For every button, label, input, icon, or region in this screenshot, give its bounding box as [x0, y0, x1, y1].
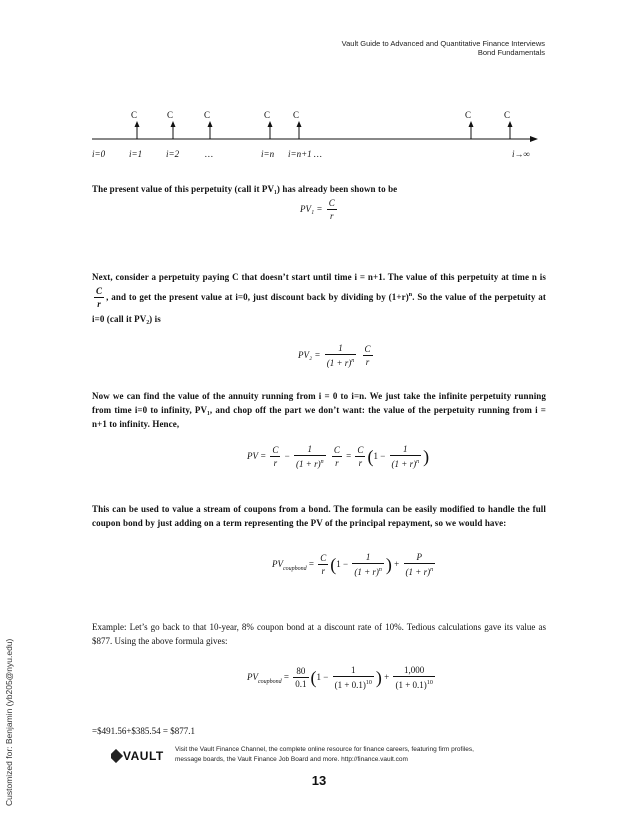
- fraction-denominator: (1 + r): [326, 358, 352, 368]
- fraction-numerator: 80: [293, 665, 308, 678]
- timeline-tick-label: i=2: [166, 149, 180, 159]
- operator: +: [384, 672, 390, 683]
- equation-lhs: PV₁ =: [300, 204, 323, 215]
- superscript: n: [408, 292, 413, 299]
- timeline-tick-label: i=0: [92, 149, 106, 159]
- fraction-numerator: 1: [333, 664, 374, 677]
- timeline-arrowhead: [530, 136, 538, 142]
- fraction-numerator: C: [328, 198, 335, 208]
- exponent: n: [351, 358, 355, 364]
- fraction-denominator: r: [335, 458, 339, 468]
- timeline-tick-label: i=n+1 …: [288, 149, 322, 159]
- operator: 1 −: [373, 451, 386, 462]
- exponent: 10: [426, 680, 433, 686]
- vault-logo: [111, 749, 165, 763]
- fraction-numerator: 1: [294, 443, 326, 456]
- fraction-numerator: C: [357, 445, 364, 455]
- fraction-numerator: C: [272, 445, 279, 455]
- fraction-denominator: (1 + 0.1): [395, 680, 427, 690]
- operator: =: [346, 451, 352, 462]
- running-header-section: Bond Fundamentals: [477, 48, 545, 57]
- paragraph-annuity: Now we can find the value of the annuity running from i = 0 to i=n. We just take the infinite perpetuity running from time i=0 to infinity, PV₁, and chop off the part we don’t want: the value of the perpetuity running from i = n+1 to infinity. Hence,: [92, 391, 546, 429]
- equation-example: $PV_{coupbond}$ = $\frac{80}{0.1}$ (1 − $\frac{1}{(1 + 0.1)^{10}}$ ) + $\frac{1,000}{(1 + 0.1)^{10}}$: [247, 665, 433, 690]
- operator: =: [308, 559, 314, 570]
- paragraph-text: . So the value of the perpetuity at i=0 (call it PV₂) is: [92, 292, 546, 324]
- cashflow-label: C: [167, 110, 174, 120]
- cashflow-arrows: [135, 121, 513, 139]
- fraction-numerator: P: [404, 551, 436, 564]
- customized-for-sidebar: Customized for: Benjamin (yb205@nyu.edu): [4, 638, 14, 806]
- fraction-numerator: 1,000: [393, 664, 434, 677]
- exponent: n: [378, 567, 382, 573]
- page-number: 13: [311, 773, 327, 788]
- cashflow-timeline: [80, 105, 550, 155]
- example-result: =$491.56+$385.54 = $877.1: [92, 726, 195, 736]
- fraction-denominator: (1 + 0.1): [334, 680, 366, 690]
- fraction-denominator: r: [273, 458, 278, 468]
- operator: =: [283, 672, 289, 683]
- fraction-denominator: r: [365, 357, 370, 367]
- cashflow-label: C: [131, 110, 138, 120]
- equation-annuity-pv: PV = $\frac{C}{r}$ − $\frac{1}{(1 + r)^n}$ $\frac{C}{r}$ = $\frac{C}{r}$ (1 − $\frac{1}{(1 + r)^n}$ ): [247, 444, 430, 469]
- fraction-denominator: (1 + r): [405, 567, 431, 577]
- fraction-denominator: (1 + r): [354, 567, 379, 577]
- paragraph-text: , and to get the present value at i=0, just discount back by dividing by (1+r): [106, 292, 409, 303]
- timeline-tick-label: i→∞: [512, 149, 530, 159]
- fraction-denominator: r: [97, 299, 101, 309]
- paragraph-text: Next, consider a perpetuity paying C that doesn’t start until time i = n+1. The value of this perpetuity at time n is: [92, 272, 546, 282]
- fraction-denominator: (1 + r): [391, 459, 417, 469]
- equation-lhs: PV: [247, 672, 258, 683]
- paragraph-deferred-perpetuity: [92, 269, 546, 327]
- fraction-numerator: C: [320, 553, 327, 563]
- exponent: n: [430, 567, 434, 573]
- fraction-numerator: 1: [352, 551, 384, 564]
- fraction-numerator: C: [364, 344, 371, 354]
- operator: +: [394, 559, 400, 570]
- subscript: coupbond: [283, 565, 307, 572]
- equation-lhs: PV₂ =: [298, 350, 321, 361]
- operator: 1 −: [336, 559, 349, 570]
- cashflow-label: C: [465, 110, 472, 120]
- exponent: n: [416, 459, 420, 465]
- fraction-denominator: (1 + r): [296, 459, 321, 469]
- subscript: coupbond: [258, 678, 282, 685]
- running-header-title: Vault Guide to Advanced and Quantitative Finance Interviews: [341, 39, 545, 48]
- timeline-tick-label: i=n: [261, 149, 275, 159]
- equation-pv1: [300, 197, 339, 223]
- fraction-numerator: 1: [390, 443, 422, 456]
- operator: 1 −: [316, 672, 329, 683]
- timeline-tick-label: i=1: [129, 149, 143, 159]
- cashflow-label: C: [204, 110, 211, 120]
- timeline-tick-label: …: [205, 149, 214, 159]
- cashflow-label: C: [293, 110, 300, 120]
- fraction-numerator: C: [333, 445, 340, 455]
- fraction-denominator: r: [358, 458, 363, 468]
- paragraph-coupon-bond: This can be used to value a stream of coupons from a bond. The formula can be easily modified to handle the full coupon bond by just adding on a term representing the PV of the principal repayment, so we would have:: [92, 504, 546, 528]
- exponent: n: [320, 459, 324, 465]
- fraction-denominator: 0.1: [295, 679, 307, 689]
- operator: −: [284, 451, 290, 462]
- paragraph-perpetuity-intro: The present value of this perpetuity (call it PV₁) has already been shown to be: [92, 184, 398, 194]
- cashflow-label: C: [264, 110, 271, 120]
- vault-logo-text: VAULT: [123, 749, 164, 763]
- cashflow-label: C: [504, 110, 511, 120]
- fraction-numerator: C: [96, 286, 103, 296]
- equation-lhs: PV: [272, 559, 283, 570]
- paragraph-example: Example: Let’s go back to that 10-year, 8% coupon bond at a discount rate of 10%. Tedious calculations gave its value as $877. Using the above formula gives:: [92, 622, 546, 646]
- fraction-denominator: r: [321, 566, 326, 576]
- equation-lhs: PV =: [247, 451, 267, 462]
- equation-pv2: [298, 342, 375, 370]
- fraction-denominator: r: [329, 211, 334, 221]
- fraction-numerator: 1: [325, 342, 357, 355]
- exponent: 10: [365, 680, 372, 686]
- footer-promo-text: Visit the Vault Finance Channel, the complete online resource for finance careers, featuring firm profiles, message boards, the Vault Finance Job Board and more. http://finance.vault.com: [175, 746, 474, 763]
- equation-coupon-bond: $PV_{coupbond}$ = $\frac{C}{r}$ (1 − $\frac{1}{(1 + r)^n}$ ) + $\frac{P}{(1 + r)^n}$: [272, 552, 434, 577]
